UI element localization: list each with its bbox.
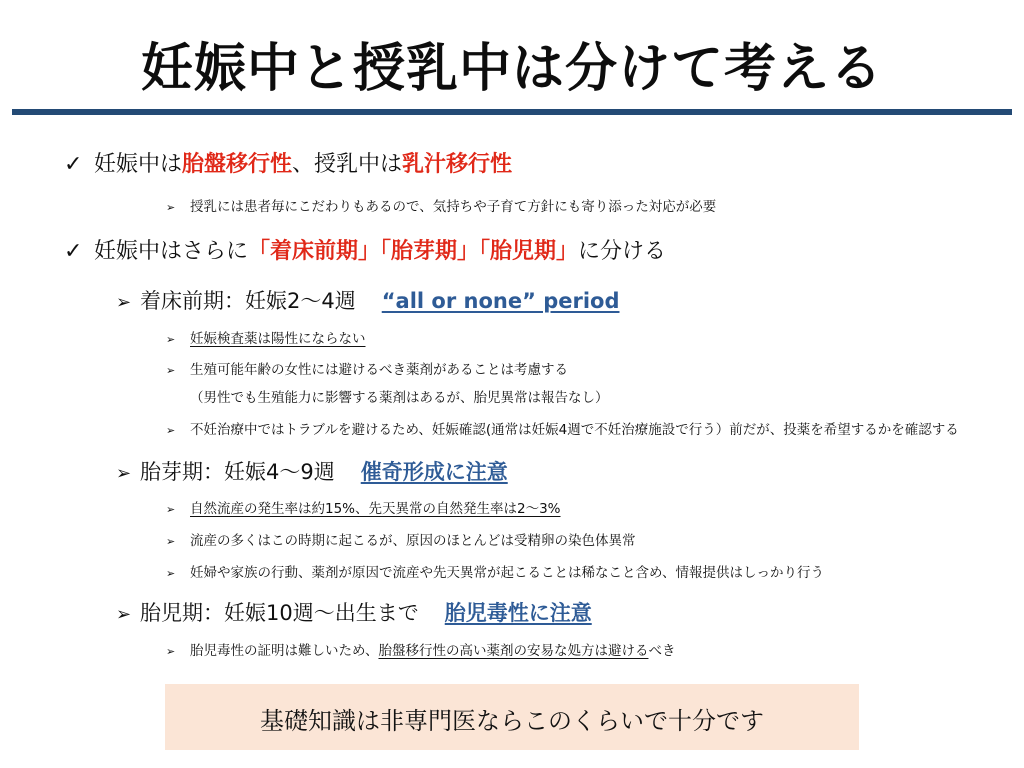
highlight-milk-transfer: 乳汁移行性 bbox=[402, 152, 513, 177]
bullet-text: 、授乳中は bbox=[292, 152, 403, 177]
period-item-text: 妊娠検査薬は陽性にならない bbox=[190, 331, 366, 347]
period-label: 着床前期：妊娠2～4週 bbox=[140, 289, 356, 313]
arrow-bullet-icon: ➢ bbox=[166, 535, 176, 548]
arrow-bullet-icon: ➢ bbox=[166, 424, 176, 437]
arrow-bullet-icon: ➢ bbox=[166, 364, 176, 377]
period-item-text: 不妊治療中ではトラブルを避けるため、妊娠確認(通常は妊娠4週で不妊治療施設で行う）前だが、投薬を希望するかを確認する bbox=[190, 422, 959, 438]
period-item-text: 流産の多くはこの時期に起こるが、原因のほとんどは受精卵の染色体異常 bbox=[190, 533, 636, 549]
period-item bbox=[166, 327, 366, 347]
period-item bbox=[166, 418, 959, 438]
period-item-text: 胎児毒性の証明は難しいため、 bbox=[190, 643, 379, 659]
period-item bbox=[166, 639, 675, 659]
period-item bbox=[166, 529, 636, 549]
summary-text: 基礎知識は非専門医ならこのくらいで十分です bbox=[260, 707, 764, 735]
period-emphasis: “all or none” period bbox=[381, 289, 620, 313]
arrow-bullet-icon: ➢ bbox=[116, 292, 132, 313]
period-embryonic bbox=[116, 456, 508, 486]
sub-bullet-text: 授乳には患者毎にこだわりもあるので、気持ちや子育て方針にも寄り添った対応が必要 bbox=[190, 199, 717, 215]
arrow-bullet-icon: ➢ bbox=[166, 645, 176, 658]
period-item-text: （男性でも生殖能力に影響する薬剤はあるが、胎児異常は報告なし） bbox=[190, 390, 609, 406]
period-item-note bbox=[190, 386, 609, 406]
arrow-bullet-icon: ➢ bbox=[166, 201, 176, 214]
bullet-three-periods bbox=[64, 234, 666, 265]
bullet-text: に分ける bbox=[578, 239, 667, 264]
period-item bbox=[166, 358, 568, 378]
bullet-text: 妊娠中はさらに bbox=[94, 239, 249, 264]
period-item-text: 自然流産の発生率は約15%、先天異常の自然発生率は2～3% bbox=[190, 501, 561, 517]
period-label: 胎児期：妊娠10週～出生まで bbox=[140, 601, 419, 625]
highlight-placental-transfer: 胎盤移行性 bbox=[182, 152, 293, 177]
arrow-bullet-icon: ➢ bbox=[116, 463, 132, 484]
arrow-bullet-icon: ➢ bbox=[116, 604, 132, 625]
period-emphasis: 催奇形成に注意 bbox=[360, 460, 508, 484]
period-item bbox=[166, 497, 561, 517]
sub-bullet-breastfeeding bbox=[166, 195, 716, 215]
period-preimplantation bbox=[116, 285, 619, 315]
arrow-bullet-icon: ➢ bbox=[166, 333, 176, 346]
bullet-text: 妊娠中は bbox=[94, 152, 183, 177]
period-emphasis: 胎児毒性に注意 bbox=[444, 601, 592, 625]
period-item-underlined: 胎盤移行性の高い薬剤の安易な処方は避ける bbox=[378, 643, 649, 659]
period-item-text: 生殖可能年齢の女性には避けるべき薬剤があることは考慮する bbox=[190, 362, 568, 378]
checkmark-icon: ✓ bbox=[64, 239, 83, 264]
highlight-periods: 「着床前期」「胎芽期」「胎児期」 bbox=[248, 239, 579, 264]
period-fetal bbox=[116, 597, 592, 627]
summary-box bbox=[165, 684, 859, 750]
period-item-text: 妊婦や家族の行動、薬剤が原因で流産や先天異常が起こることは稀なこと含め、情報提供はしっかり行う bbox=[190, 565, 824, 581]
slide-title: 妊娠中と授乳中は分けて考える bbox=[140, 39, 883, 99]
period-label: 胎芽期：妊娠4～9週 bbox=[140, 460, 335, 484]
checkmark-icon: ✓ bbox=[64, 152, 83, 177]
title-underline bbox=[12, 109, 1012, 115]
arrow-bullet-icon: ➢ bbox=[166, 567, 176, 580]
arrow-bullet-icon: ➢ bbox=[166, 503, 176, 516]
period-item bbox=[166, 561, 824, 581]
bullet-placental-vs-milk bbox=[64, 147, 512, 178]
period-item-text: べき bbox=[648, 643, 676, 659]
